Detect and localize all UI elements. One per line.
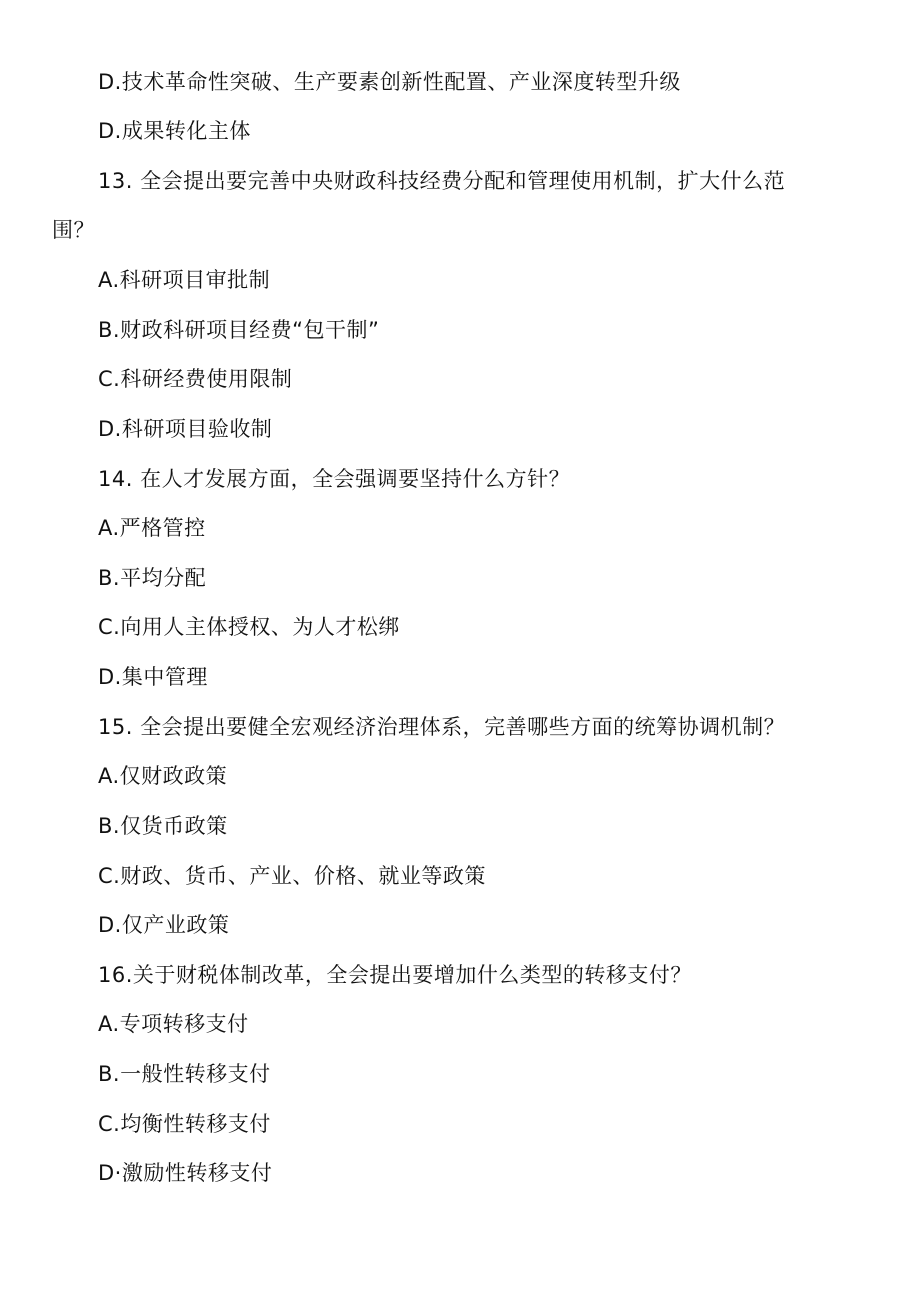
- question-16-option-c: C.均衡性转移支付: [98, 1112, 271, 1136]
- option-line: D.成果转化主体: [98, 119, 251, 143]
- option-line: D.技术革命性突破、生产要素创新性配置、产业深度转型升级: [98, 70, 681, 94]
- question-14-option-b: B.平均分配: [98, 566, 207, 590]
- question-13-option-b: B.财政科研项目经费“包干制”: [98, 318, 380, 342]
- question-15-option-b: B.仅货币政策: [98, 814, 228, 838]
- question-13-option-d: D.科研项目验收制: [98, 417, 273, 441]
- question-15-option-d: D.仅产业政策: [98, 913, 230, 937]
- question-14-text: 14. 在人才发展方面，全会强调要坚持什么方针？: [98, 467, 571, 491]
- question-13-text-continued: 围？: [52, 218, 95, 242]
- question-14-option-c: C.向用人主体授权、为人才松绑: [98, 615, 400, 639]
- question-15-option-a: A.仅财政政策: [98, 764, 228, 788]
- question-13-option-a: A.科研项目审批制: [98, 268, 271, 292]
- question-16-option-d: D·激励性转移支付: [98, 1161, 273, 1185]
- question-16-text: 16.关于财税体制改革，全会提出要增加什么类型的转移支付？: [98, 963, 692, 987]
- question-15-text: 15. 全会提出要健全宏观经济治理体系，完善哪些方面的统筹协调机制？: [98, 715, 786, 739]
- question-13-option-c: C.科研经费使用限制: [98, 367, 293, 391]
- question-13-text: 13. 全会提出要完善中央财政科技经费分配和管理使用机制，扩大什么范: [98, 169, 786, 193]
- question-14-option-a: A.严格管控: [98, 516, 206, 540]
- question-16-option-a: A.专项转移支付: [98, 1012, 249, 1036]
- question-14-option-d: D.集中管理: [98, 665, 208, 689]
- question-16-option-b: B.一般性转移支付: [98, 1062, 271, 1086]
- question-15-option-c: C.财政、货币、产业、价格、就业等政策: [98, 864, 486, 888]
